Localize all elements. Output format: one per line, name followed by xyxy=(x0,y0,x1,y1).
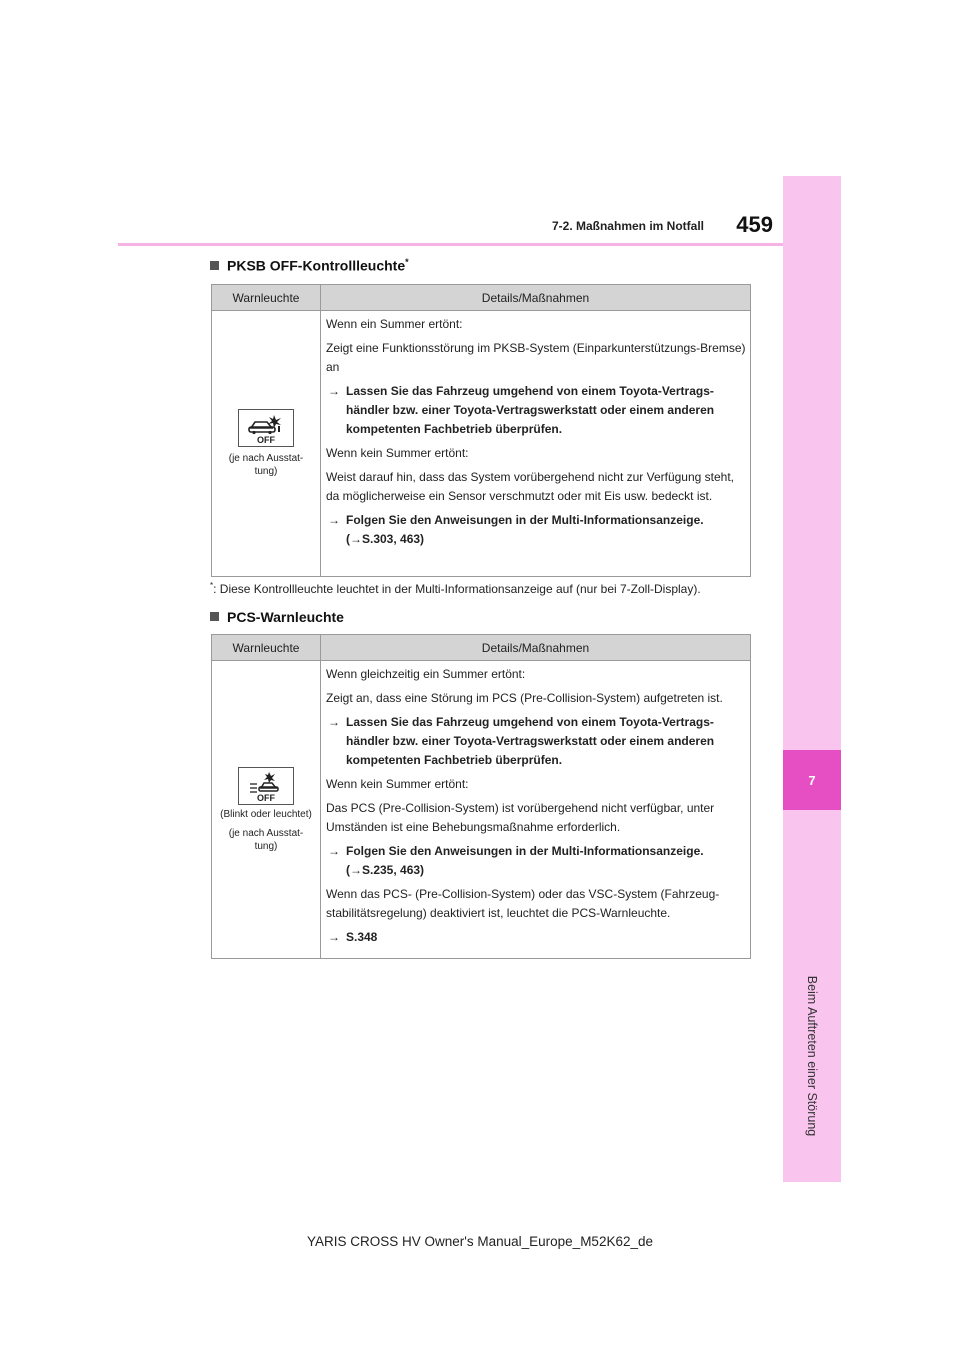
detail-line: Wenn gleichzeitig ein Summer ertönt: xyxy=(326,667,526,681)
pcs-warning-table xyxy=(211,634,751,959)
footnote-marker: * xyxy=(405,257,409,267)
details-cell xyxy=(321,661,751,959)
chapter-title: Beim Auftreten einer Störung xyxy=(805,975,819,1137)
action-item: → S.348 xyxy=(326,928,746,947)
svg-text:OFF: OFF xyxy=(257,792,275,803)
svg-text:OFF: OFF xyxy=(257,435,275,445)
arrow-icon: → xyxy=(328,844,340,858)
header-divider xyxy=(118,243,783,246)
detail-line: Zeigt an, dass eine Störung im PCS (Pre-Collision-System) aufgetreten ist. xyxy=(326,691,723,705)
section-heading-pksb xyxy=(210,257,409,274)
warning-icon-cell xyxy=(212,311,321,577)
arrow-icon: → xyxy=(328,715,340,729)
blink-label: (Blinkt oder leuchtet) xyxy=(220,808,312,820)
column-header-details: Details/Maßnahmen xyxy=(321,285,751,311)
arrow-icon: → xyxy=(328,384,340,398)
arrow-icon: → xyxy=(328,930,340,944)
warning-icon-cell xyxy=(212,661,321,959)
section-heading-pcs xyxy=(210,609,344,625)
pcs-off-warning-icon xyxy=(238,767,294,805)
heading-text: PKSB OFF-Kontrollleuchte xyxy=(227,257,406,274)
equipment-note: (je nach Ausstat-tung) xyxy=(228,453,304,477)
detail-line: Wenn kein Summer ertönt: xyxy=(326,446,469,460)
detail-line: Weist darauf hin, dass das System vorübergehend nicht zur Verfügung steht, da möglicherweise ein Sensor verschmutzt oder mit Eis usw. bedeckt ist. xyxy=(326,470,735,503)
action-item: → Folgen Sie den Anweisungen in der Multi-Informationsanzeige. (→S.303, 463) xyxy=(328,513,704,546)
detail-line: Wenn ein Summer ertönt: xyxy=(326,317,463,331)
heading-text: PCS-Warnleuchte xyxy=(227,609,344,625)
action-item: → Lassen Sie das Fahrzeug umgehend von einem Toyota-Vertrags-händler bzw. einer Toyota-Vertragswerkstatt oder einem anderen kompetenten Fachbetrieb überprüfen. xyxy=(328,715,715,767)
action-item: → Folgen Sie den Anweisungen in der Multi-Informationsanzeige. (→S.235, 463) xyxy=(328,844,704,877)
chapter-number: 7 xyxy=(783,750,841,810)
pksb-warning-table xyxy=(211,284,751,577)
page-number: 459 xyxy=(736,212,773,237)
column-header-details: Details/Maßnahmen xyxy=(321,635,751,661)
detail-line: Wenn kein Summer ertönt: xyxy=(326,777,469,791)
action-item: → Lassen Sie das Fahrzeug umgehend von einem Toyota-Vertrags-händler bzw. einer Toyota-Vertragswerkstatt oder einem anderen kompetenten Fachbetrieb überprüfen. xyxy=(328,384,715,436)
column-header-warnleuchte: Warnleuchte xyxy=(212,635,321,661)
detail-line: Zeigt eine Funktionsstörung im PKSB-System (Einparkunterstützungs-Bremse) an xyxy=(326,341,746,374)
arrow-icon: → xyxy=(328,513,340,527)
heading-bullet xyxy=(210,261,219,270)
pksb-off-warning-icon xyxy=(238,409,294,447)
heading-bullet xyxy=(210,612,219,621)
detail-line: Das PCS (Pre-Collision-System) ist vorübergehend nicht verfügbar, unter Umständen ist eine Behebungsmaßnahme erforderlich. xyxy=(326,801,715,834)
detail-line: Wenn das PCS- (Pre-Collision-System) oder das VSC-System (Fahrzeug-stabilitätsregelung) deaktiviert ist, leuchtet die PCS-Warnleuchte. xyxy=(326,887,720,920)
chapter-side-tab xyxy=(783,176,841,1182)
footnote: *: Diese Kontrollleuchte leuchtet in der Multi-Informationsanzeige auf (nur bei 7-Zoll-Display). xyxy=(210,581,701,596)
column-header-warnleuchte: Warnleuchte xyxy=(212,285,321,311)
details-cell xyxy=(321,311,751,577)
manual-footer: YARIS CROSS HV Owner's Manual_Europe_M52K62_de xyxy=(307,1234,653,1249)
equipment-note: (je nach Ausstat-tung) xyxy=(228,827,304,852)
section-header: 7-2. Maßnahmen im Notfall xyxy=(551,219,704,233)
